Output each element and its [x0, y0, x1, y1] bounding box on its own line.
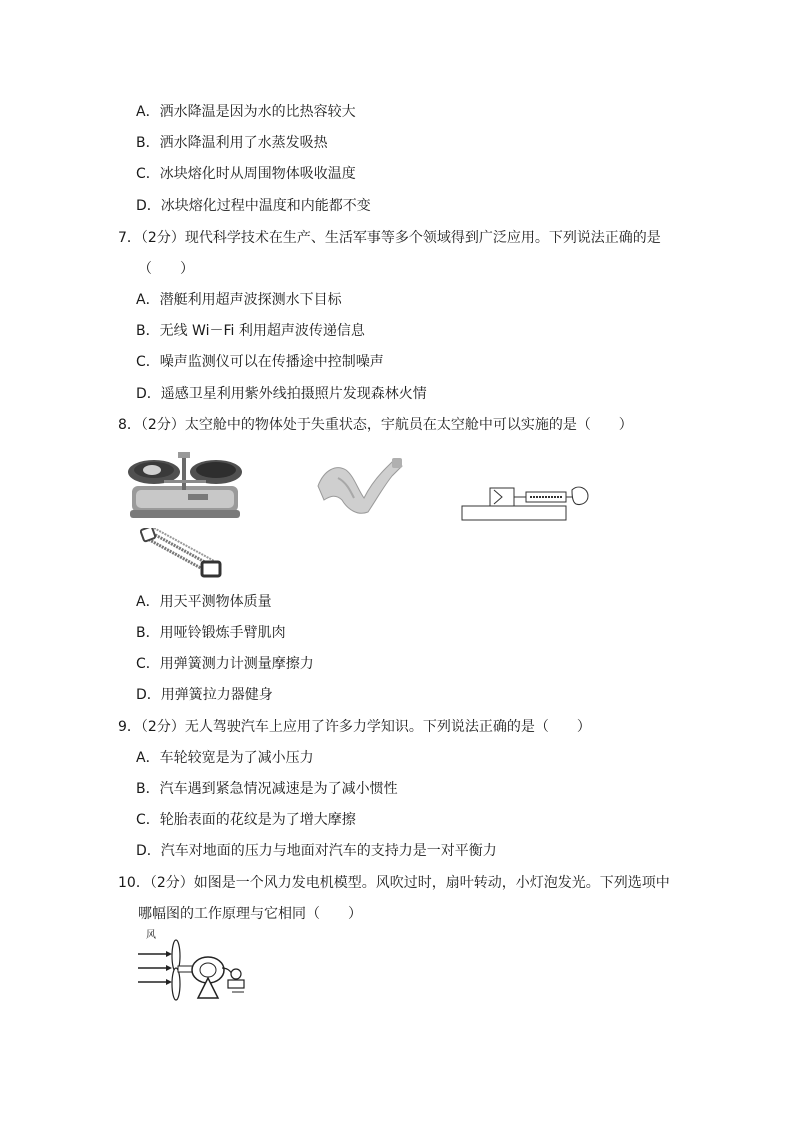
q6-option-b: B．洒水降温利用了水蒸发吸热 [136, 135, 328, 151]
q10-stem: 10．（2分）如图是一个风力发电机模型。风吹过时，扇叶转动，小灯泡发光。下列选项中 [118, 875, 670, 891]
q9-option-d: D．汽车对地面的压力与地面对汽车的支持力是一对平衡力 [136, 843, 497, 859]
q8-option-c: C．用弹簧测力计测量摩擦力 [136, 656, 314, 672]
wind-generator-drawing [136, 934, 252, 1004]
q9-option-b: B．汽车遇到紧急情况减速是为了减小惯性 [136, 781, 398, 797]
q7-answer-bracket: （ ） [138, 261, 194, 277]
q8-option-d: D．用弹簧拉力器健身 [136, 687, 273, 703]
q9-option-c: C．轮胎表面的花纹是为了增大摩擦 [136, 812, 356, 828]
q8-option-b: B．用哑铃锻炼手臂肌肉 [136, 625, 286, 641]
q8-stem: 8．（2分）太空舱中的物体处于失重状态，宇航员在太空舱中可以实施的是（ ） [118, 417, 633, 433]
spring-chest-expander-figure [140, 528, 226, 580]
spring-scale-friction-figure [460, 478, 592, 522]
wind-generator-figure [136, 930, 252, 1004]
q6-option-c: C．冰块熔化时从周围物体吸收温度 [136, 166, 356, 182]
q7-option-c: C．噪声监测仪可以在传播途中控制噪声 [136, 354, 384, 370]
q7-option-d: D．遥感卫星利用紫外线拍摄照片发现森林火情 [136, 386, 427, 402]
q6-option-a: A．洒水降温是因为水的比热容较大 [136, 104, 356, 120]
q9-stem: 9．（2分）无人驾驶汽车上应用了许多力学知识。下列说法正确的是（ ） [118, 719, 591, 735]
q10-stem-continued: 哪幅图的工作原理与它相同（ ） [138, 906, 362, 922]
q7-stem: 7．（2分）现代科学技术在生产、生活军事等多个领域得到广泛应用。下列说法正确的是 [118, 230, 661, 246]
q8-option-a: A．用天平测物体质量 [136, 594, 272, 610]
q9-option-a: A．车轮较宽是为了减小压力 [136, 750, 314, 766]
balance-scale-figure [124, 450, 244, 522]
dumbbell-arm-figure [314, 456, 406, 518]
wind-label: 风 [146, 930, 156, 941]
q7-option-a: A．潜艇利用超声波探测水下目标 [136, 292, 342, 308]
q7-option-b: B．无线 Wi－Fi 利用超声波传递信息 [136, 323, 365, 339]
q6-option-d: D．冰块熔化过程中温度和内能都不变 [136, 198, 371, 214]
